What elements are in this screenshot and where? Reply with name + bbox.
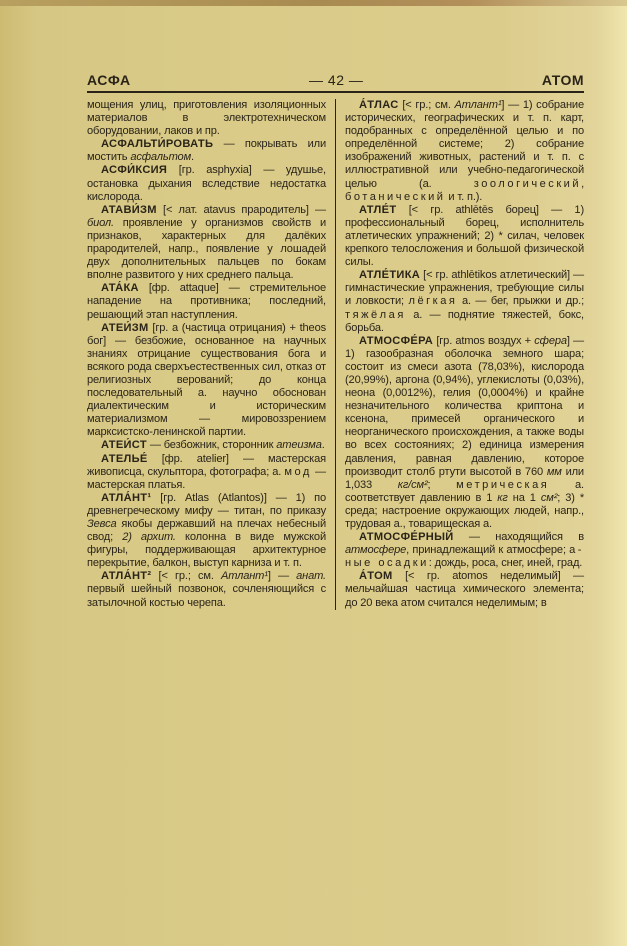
headword: АТЕИ́СТ xyxy=(101,439,147,452)
entry-asfiksiya: АСФИ́КСИЯ [гр. asphyxia] — удушье, остановка дыхания вследствие недостатка кислорода. xyxy=(87,164,326,203)
headword: АТЛА́НТ¹ xyxy=(101,491,152,504)
entry-atom: А́ТОМ [< гр. atomos неделимый] — мельчайшая частица химического элемента; до 20 века атом считался неделимым; в xyxy=(345,570,584,609)
headword: АТЕИ́ЗМ xyxy=(101,321,149,334)
dictionary-page xyxy=(87,70,584,610)
headword: АТАВИ́ЗМ xyxy=(101,203,157,216)
entry-atavizm: АТАВИ́ЗМ [< лат. atavus прародитель] — биол. проявление у организмов свойств и признаков, характерных для далёких прародителей, напр., появление у лошадей двух дополнительных пальцев по бокам вполне развитого у них среднего пальца. xyxy=(87,203,326,282)
headword: АТА́КА xyxy=(101,282,139,295)
entry-atlant-2: АТЛА́НТ² [< гр.; см. Атлант¹] — анат. первый шейный позвонок, сочленяющийся с затылочной костью черепа. xyxy=(87,570,326,609)
page-number: — 42 — xyxy=(309,72,364,88)
headword: АТЕЛЬЕ́ xyxy=(101,452,148,465)
right-guide-word: АТОМ xyxy=(541,72,584,88)
entry-ataka: АТА́КА [фр. attaque] — стремительное нападение на противника; последний, решающий этап наступления. xyxy=(87,282,326,321)
left-column xyxy=(87,99,336,610)
entry-ateist: АТЕИ́СТ — безбожник, сторонник атеизма. xyxy=(101,439,325,452)
headword: АСФАЛЬТИ́РОВАТЬ xyxy=(101,138,214,151)
entry-atmosfera: АТМОСФЕ́РА [гр. atmos воздух + сфера] — 1) газообразная оболочка земного шара; состоит из смеси азота (78,03%), кислорода (20,99%), аргона (0,94%), углекислоты (0,03%), неона (0,0012%), гелия (0,0004%) и крайне незначительного количества криптона и ксенона, примесей органического и неорганического происхождения, а также воды во всех состояниях; 2) единица измерения давления, равная давлению, которое производит столб ртути высотой в 760 мм или 1,033 кг/см²; метрическая а. соответствует давлению в 1 кг на 1 см²; 3) * среда; настроение окружающих людей, напр., трудовая а., товарищеская а. xyxy=(345,334,585,530)
headword: АТЛЕ́ТИКА xyxy=(359,269,421,282)
headword: АСФИ́КСИЯ xyxy=(101,164,168,177)
entry-atelie: АТЕЛЬЕ́ [фр. atelier] — мастерская живописца, скульптора, фотографа; а. мод — мастерская платья. xyxy=(87,452,326,491)
entry-atlet: АТЛЕ́Т [< гр. athlētēs борец] — 1) профессиональный борец, исполнитель атлетических упражнений; 2) * силач, человек крепкого телосложения и большой физической силы. xyxy=(345,203,584,269)
headword: А́ТОМ xyxy=(359,570,393,583)
headword: АТЛЕ́Т xyxy=(359,203,397,216)
headword: АТМОСФЕ́РНЫЙ xyxy=(359,531,454,544)
headword: АТМОСФЕ́РА xyxy=(359,334,434,347)
entry-asfaltirovat: АСФАЛЬТИ́РОВАТЬ — покрывать или мостить асфальтом. xyxy=(87,138,326,164)
entry-continuation: мощения улиц, приготовления изоляционных материалов в электротехническом оборудовании, лаков и пр. xyxy=(87,99,326,138)
page-top-edge xyxy=(0,0,627,6)
entry-ateizm: АТЕИ́ЗМ [гр. a (частица отрицания) + theos бог] — безбожие, основанное на научных знаниях отрицание существования бога и всякого рода сверхъестественных сил, отказ от религиозных верований; до конца последовательный а. научно обоснован диалектическим и историческим материализмом — мировоззрением марксистско-ленинской партии. xyxy=(87,321,326,439)
right-column xyxy=(336,99,584,610)
entry-atmosferny: АТМОСФЕ́РНЫЙ — находящийся в атмосфере, принадлежащий к атмосфере; а-ные осадки: дождь, роса, снег, иней, град. xyxy=(345,531,584,570)
headword: А́ТЛАС xyxy=(359,99,399,111)
entry-atletika: АТЛЕ́ТИКА [< гр. athlētikos атлетический] — гимнастические упражнения, требующие силы и ловкости; лёгкая а. — бег, прыжки и др.; тяжёлая а. — поднятие тяжестей, бокс, борьба. xyxy=(345,269,585,334)
entry-atlas: А́ТЛАС [< гр.; см. Атлант¹] — 1) собрание исторических, географических и т. п. карт, подобранных с определённой целью и по определённой системе; 2) собрание изображений животных, растений и т. п. с иллюстративной или учебно-педагогической целью (а. зоологический, ботанический и т. п.). xyxy=(345,99,584,203)
two-column-body xyxy=(87,99,584,610)
running-header xyxy=(87,70,584,93)
entry-atlant-1: АТЛА́НТ¹ [гр. Atlas (Atlantos)] — 1) по древнегреческому мифу — титан, по приказу Зевса якобы державший на плечах небесный свод; 2) архит. колонна в виде мужской фигуры, поддерживающая архитектурное перекрытие, балкон, выступ карниза и т. п. xyxy=(87,491,327,570)
left-guide-word: АСФА xyxy=(87,72,131,88)
headword: АТЛА́НТ² xyxy=(101,570,152,583)
